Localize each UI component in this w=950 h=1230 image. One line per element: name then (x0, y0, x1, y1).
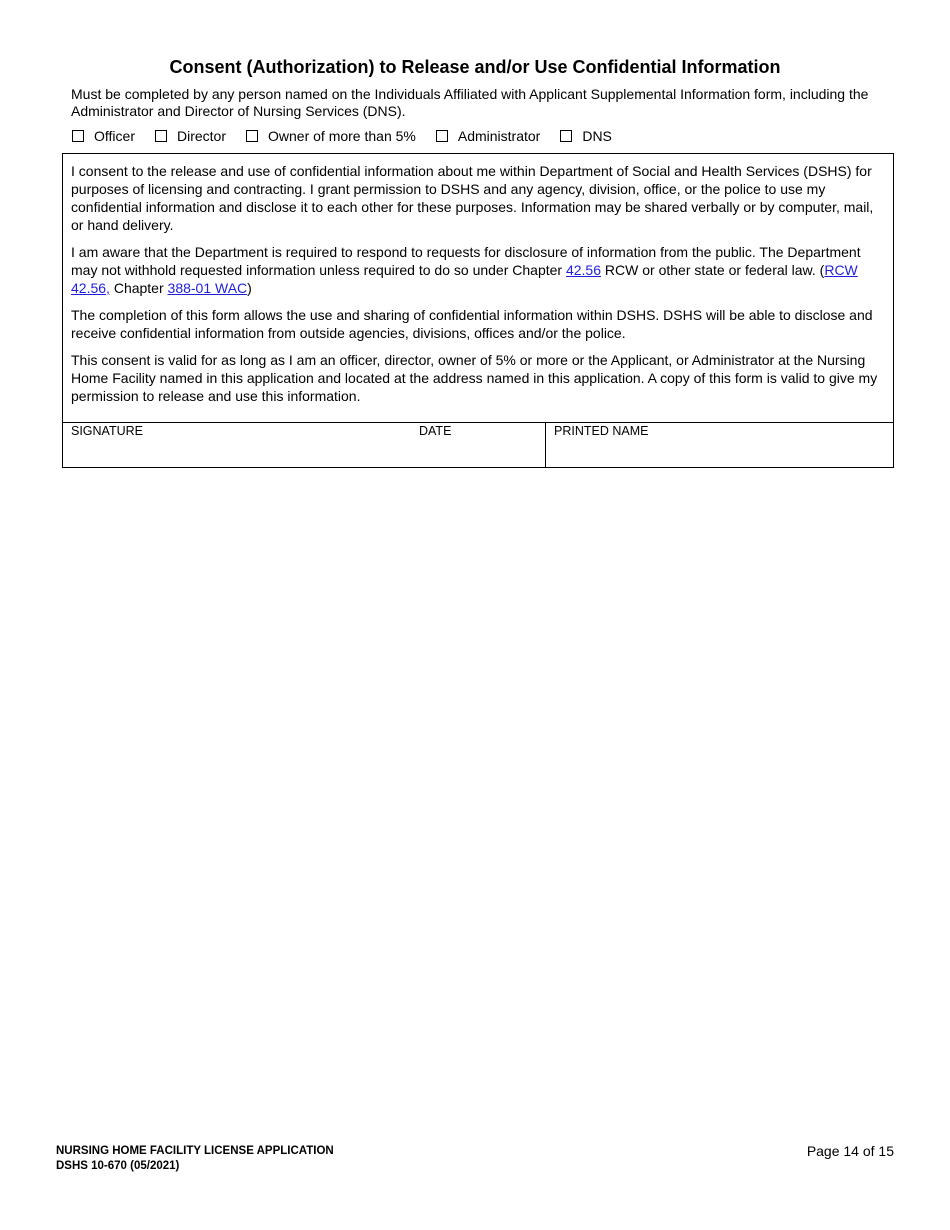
printed-name-field[interactable] (545, 423, 893, 468)
dns-checkbox[interactable] (560, 130, 572, 142)
printed-name-label: PRINTED NAME (554, 424, 649, 438)
p2-text-1: I am aware that the Department is required to respond to requests for disclosure of information from the public. The Department may not withhold requested information unless required to do so under Chapter (71, 244, 861, 278)
consent-paragraph-1: I consent to the release and use of confidential information about me within Department of Social and Health Services (DSHS) for purposes of licensing and contracting. I grant permission to DSHS and any agency, division, office, or the police to use my confidential information and disclose it to each other for these purposes. Information may be shared verbally or by computer, mail, or hand delivery. (71, 163, 874, 233)
officer-label: Officer (94, 128, 135, 144)
footer-form-info (56, 1144, 334, 1174)
administrator-checkbox[interactable] (436, 130, 448, 142)
footer-form-title: NURSING HOME FACILITY LICENSE APPLICATION (56, 1145, 334, 1157)
p2-text-3: Chapter (109, 280, 168, 296)
director-label: Director (176, 128, 226, 144)
consent-paragraph-4: This consent is valid for as long as I am an officer, director, owner of 5% or more or the Applicant, or Administrator at the Nursing Home Facility named in this application and located at the address named in this application. A copy of this form is valid to give my permission to release and use this information. (71, 352, 878, 404)
intro-text: Must be completed by any person named on the Individuals Affiliated with Applicant Supplemental Information form, including the Administrator and Director of Nursing Services (DNS). (71, 86, 869, 119)
consent-paragraph-3: The completion of this form allows the use and sharing of confidential information within DSHS. DSHS will be able to disclose and receive confidential information from outside agencies, divisions, offices and/or the police. (71, 307, 873, 341)
consent-paragraph-2 (71, 243, 885, 297)
owner-checkbox[interactable] (246, 130, 258, 142)
signature-label: SIGNATURE (71, 424, 143, 438)
owner-label: Owner of more than 5% (268, 128, 416, 144)
role-owner[interactable] (246, 128, 416, 144)
p2-text-4: ) (247, 280, 252, 296)
director-checkbox[interactable] (155, 130, 167, 142)
dns-label: DNS (582, 128, 612, 144)
footer-form-number: DSHS 10-670 (05/2021) (56, 1160, 180, 1172)
role-dns[interactable] (560, 128, 612, 144)
page-number: Page 14 of 15 (806, 1143, 894, 1159)
link-42-56[interactable]: 42.56 (565, 262, 602, 278)
consent-box (62, 153, 894, 468)
officer-checkbox[interactable] (72, 130, 84, 142)
signature-row (63, 422, 893, 468)
date-field[interactable] (411, 423, 545, 468)
signature-field[interactable] (63, 423, 411, 468)
role-officer[interactable] (72, 128, 135, 144)
link-rcw-42-56[interactable]: RCW 42.56, (71, 262, 858, 296)
link-388-01-wac[interactable]: 388-01 WAC (167, 280, 248, 296)
role-director[interactable] (155, 128, 226, 144)
consent-paragraphs (63, 154, 893, 405)
administrator-label: Administrator (457, 128, 541, 144)
p2-text-2: RCW or other state or federal law. ( (601, 262, 825, 278)
role-checkbox-group (72, 127, 632, 145)
date-label: DATE (419, 424, 452, 438)
page-title: Consent (Authorization) to Release and/or Use Confidential Information (169, 57, 781, 77)
role-administrator[interactable] (436, 128, 540, 144)
